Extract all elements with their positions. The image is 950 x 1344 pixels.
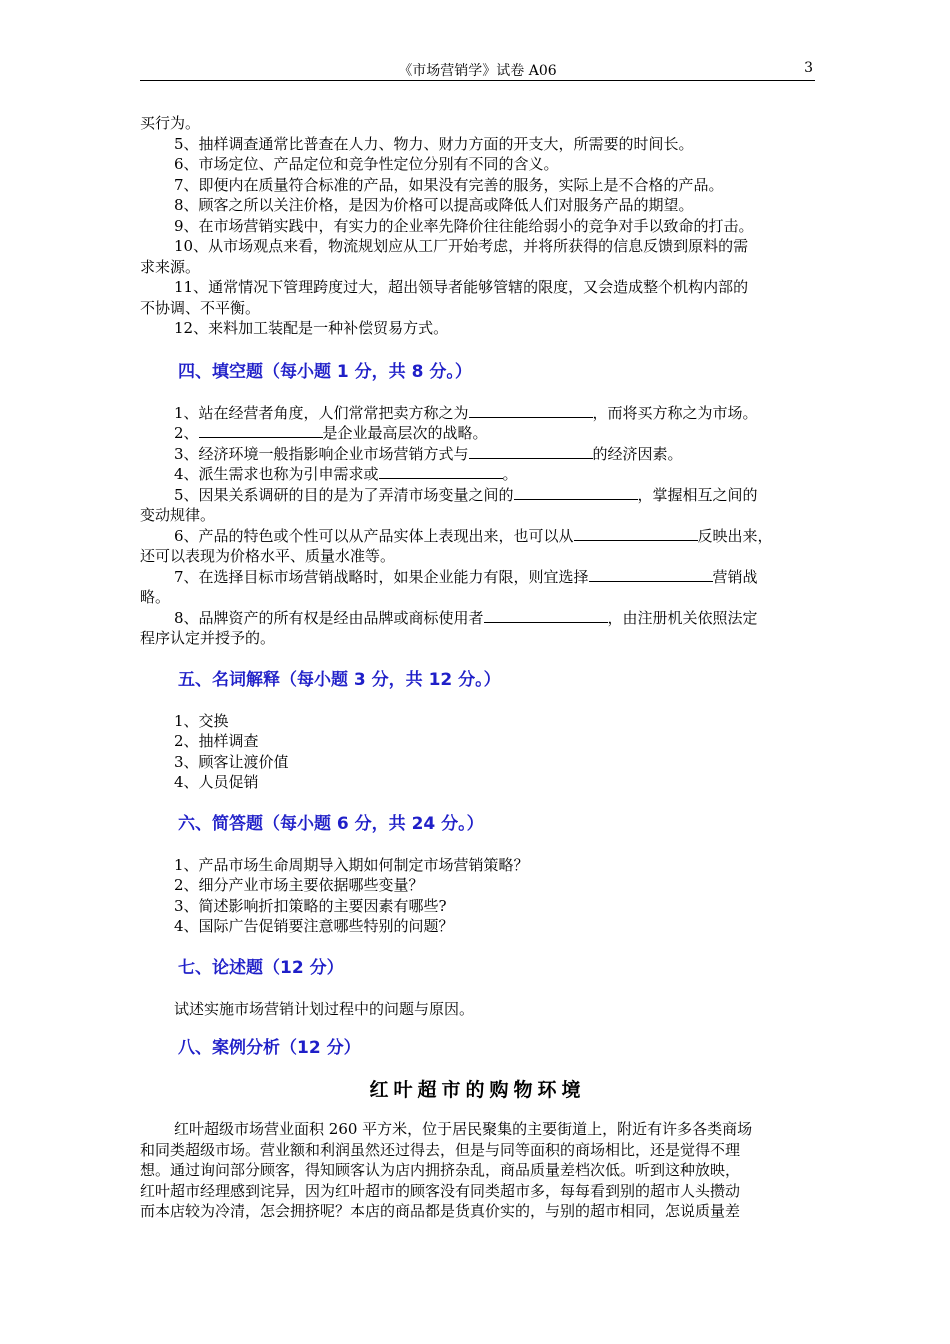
fill-blank-item-continued: 变动规律。 — [140, 506, 216, 524]
case-title: 红叶超市的购物环境 — [369, 1079, 586, 1101]
short-answer-item: 2、细分产业市场主要依据哪些变量？ — [174, 876, 424, 894]
section-heading-short-answer: 六、简答题（每小题 6 分，共 24 分。） — [178, 813, 484, 834]
tf-item: 5、抽样调查通常比普查在人力、物力、财力方面的开支大，所需要的时间长。 — [174, 134, 694, 153]
tf-item-continued: 求来源。 — [140, 257, 201, 276]
tf-item-continued: 不协调、不平衡。 — [140, 298, 261, 317]
tf-item: 9、在市场营销实践中，有实力的企业率先降价往往能给弱小的竞争对手以致命的打击。 — [174, 216, 754, 235]
fill-blank-item-continued: 程序认定并授予的。 — [140, 629, 276, 647]
fill-blank-item: 6、产品的特色或个性可以从产品实体上表现出来，也可以从 反映出来， — [174, 526, 773, 545]
fill-blank-item-continued: 略。 — [140, 588, 171, 606]
essay-question: 试述实施市场营销计划过程中的问题与原因。 — [174, 999, 475, 1018]
definition-item: 3、顾客让渡价值 — [174, 752, 289, 771]
case-text-line: 红叶超级市场营业面积 260 平方米，位于居民聚集的主要街道上，附近有许多各类商场 — [174, 1120, 753, 1138]
answer-blank — [469, 444, 593, 459]
tf-item: 7、即便内在质量符合标准的产品，如果没有完善的服务，实际上是不合格的产品。 — [174, 175, 724, 194]
section-heading-fill-blank: 四、填空题（每小题 1 分，共 8 分。） — [178, 361, 472, 382]
case-text-line: 而本店较为冷清，怎会拥挤呢？本店的商品都是货真价实的，与别的超市相同，怎说质量差 — [140, 1202, 741, 1220]
answer-blank — [514, 485, 638, 500]
fill-blank-item: 7、在选择目标市场营销战略时，如果企业能力有限，则宜选择 营销战 — [174, 567, 758, 586]
section-heading-essay: 七、论述题（12 分） — [178, 957, 344, 978]
answer-blank — [484, 608, 608, 623]
definition-item: 4、人员促销 — [174, 773, 259, 791]
answer-blank — [574, 526, 698, 541]
page-header — [140, 58, 815, 81]
fill-blank-item: 2、 是企业最高层次的战略。 — [174, 424, 488, 442]
tf-item: 买行为。 — [140, 114, 201, 132]
tf-item: 8、顾客之所以关注价格，是因为价格可以提高或降低人们对服务产品的期望。 — [174, 196, 694, 214]
fill-blank-item: 1、站在经营者角度，人们常常把卖方称之为 ，而将买方称之为市场。 — [174, 403, 758, 422]
page-number: 3 — [804, 60, 813, 76]
section-heading-definitions: 五、名词解释（每小题 3 分，共 12 分。） — [178, 669, 501, 690]
document-title: 《市场营销学》试卷 A06 — [398, 63, 557, 79]
tf-item: 10、从市场观点来看，物流规划应从工厂开始考虑，并将所获得的信息反馈到原料的需 — [174, 237, 749, 255]
case-text-line: 红叶超市经理感到诧异，因为红叶超市的顾客没有同类超市多，每每看到别的超市人头攒动 — [140, 1181, 741, 1200]
fill-blank-item: 3、经济环境一般指影响企业市场营销方式与 的经济因素。 — [174, 444, 683, 463]
fill-blank-item: 4、派生需求也称为引申需求或 。 — [174, 465, 518, 483]
answer-blank — [379, 464, 503, 479]
fill-blank-item: 8、品牌资产的所有权是经由品牌或商标使用者 ，由注册机关依照法定 — [174, 608, 758, 627]
tf-item: 6、市场定位、产品定位和竞争性定位分别有不同的含义。 — [174, 155, 559, 173]
short-answer-item: 1、产品市场生命周期导入期如何制定市场营销策略？ — [174, 855, 529, 874]
definition-item: 2、抽样调查 — [174, 732, 259, 750]
page-content — [140, 113, 815, 1222]
answer-blank — [469, 403, 593, 418]
tf-item: 11、通常情况下管理跨度过大，超出领导者能够管辖的限度，又会造成整个机构内部的 — [174, 278, 749, 296]
tf-item: 12、来料加工装配是一种补偿贸易方式。 — [174, 319, 449, 337]
short-answer-item: 4、国际广告促销要注意哪些特别的问题？ — [174, 917, 454, 935]
definition-item: 1、交换 — [174, 711, 229, 730]
fill-blank-item-continued: 还可以表现为价格水平、质量水准等。 — [140, 547, 396, 565]
fill-blank-item: 5、因果关系调研的目的是为了弄清市场变量之间的 ，掌握相互之间的 — [174, 485, 758, 504]
section-heading-case-analysis: 八、案例分析（12 分） — [178, 1038, 361, 1058]
case-text-line: 和同类超级市场。营业额和利润虽然还过得去，但是与同等面积的商场相比，还是觉得不理 — [140, 1140, 741, 1159]
case-text-line: 想。通过询问部分顾客，得知顾客认为店内拥挤杂乱，商品质量差档次低。听到这种放映， — [140, 1161, 741, 1179]
short-answer-item: 3、简述影响折扣策略的主要因素有哪些? — [174, 896, 447, 915]
answer-blank — [589, 567, 713, 582]
answer-blank — [199, 423, 323, 438]
